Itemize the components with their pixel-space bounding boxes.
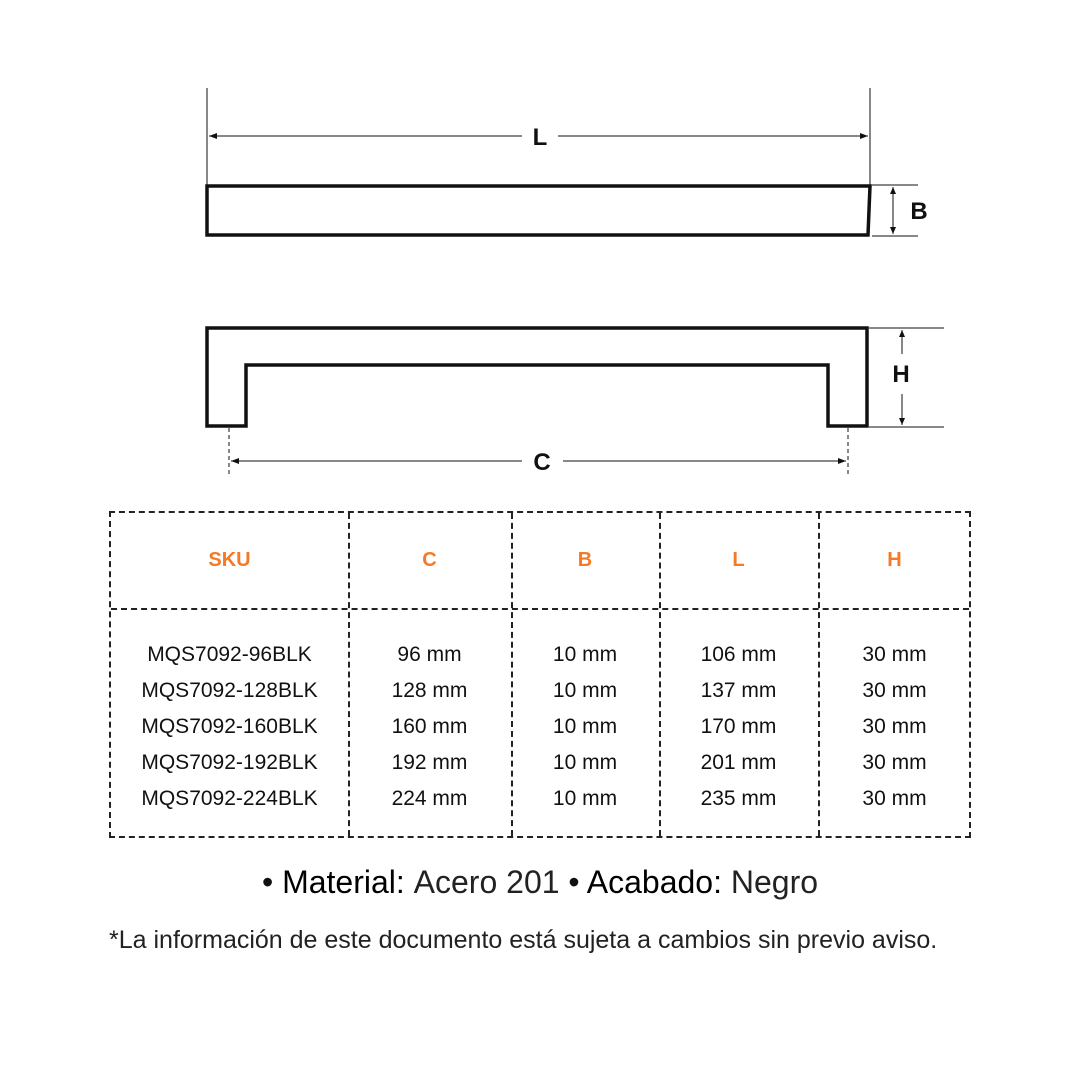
cell-l: 170 mm <box>700 715 777 738</box>
header-b: B <box>577 549 593 571</box>
cell-b: 10 mm <box>552 787 618 810</box>
column-h <box>818 637 971 817</box>
disclaimer-text: *La información de este documento está sujeta a cambios sin previo aviso. <box>109 926 938 954</box>
cell-c: 224 mm <box>391 787 468 810</box>
dimension-label-h: H <box>892 361 910 388</box>
top-view <box>207 88 918 236</box>
cell-c: 192 mm <box>391 751 468 774</box>
dimension-label-l: L <box>532 124 548 151</box>
handle-top-view <box>207 186 870 235</box>
column-b <box>511 637 659 817</box>
column-c <box>348 637 511 817</box>
handle-dimension-diagram <box>0 0 1080 500</box>
column-l <box>659 637 818 817</box>
dimension-label-c: C <box>533 449 551 476</box>
material-value: Acero 201 <box>413 864 560 900</box>
cell-b: 10 mm <box>552 715 618 738</box>
cell-l: 235 mm <box>700 787 777 810</box>
finish-label: Acabado: <box>586 864 722 900</box>
cell-c: 128 mm <box>391 679 468 702</box>
cell-h: 30 mm <box>862 715 927 738</box>
header-c: C <box>422 549 437 571</box>
side-view <box>207 328 944 476</box>
cell-l: 137 mm <box>700 679 777 702</box>
cell-sku: MQS7092-192BLK <box>141 751 318 774</box>
header-l: L <box>732 549 745 571</box>
bullet: • <box>261 864 274 900</box>
cell-h: 30 mm <box>862 751 927 774</box>
cell-b: 10 mm <box>552 751 618 774</box>
cell-l: 106 mm <box>700 643 777 666</box>
header-h: H <box>887 549 902 571</box>
cell-h: 30 mm <box>862 787 927 810</box>
cell-b: 10 mm <box>552 643 618 666</box>
cell-c: 160 mm <box>391 715 468 738</box>
cell-h: 30 mm <box>862 679 927 702</box>
header-sku: SKU <box>208 549 251 571</box>
material-finish-line <box>0 864 1080 901</box>
cell-sku: MQS7092-224BLK <box>141 787 318 810</box>
cell-l: 201 mm <box>700 751 777 774</box>
cell-sku: MQS7092-128BLK <box>141 679 318 702</box>
dimension-label-b: B <box>910 198 928 225</box>
spec-table <box>109 511 971 838</box>
finish-value: Negro <box>730 864 819 900</box>
cell-h: 30 mm <box>862 643 927 666</box>
cell-b: 10 mm <box>552 679 618 702</box>
cell-sku: MQS7092-160BLK <box>141 715 318 738</box>
cell-sku: MQS7092-96BLK <box>147 643 312 666</box>
material-label: Material: <box>282 864 405 900</box>
bullet: • <box>568 864 580 900</box>
column-sku <box>111 637 348 817</box>
handle-side-view <box>207 328 867 426</box>
cell-c: 96 mm <box>397 643 462 666</box>
header-divider <box>111 608 969 610</box>
